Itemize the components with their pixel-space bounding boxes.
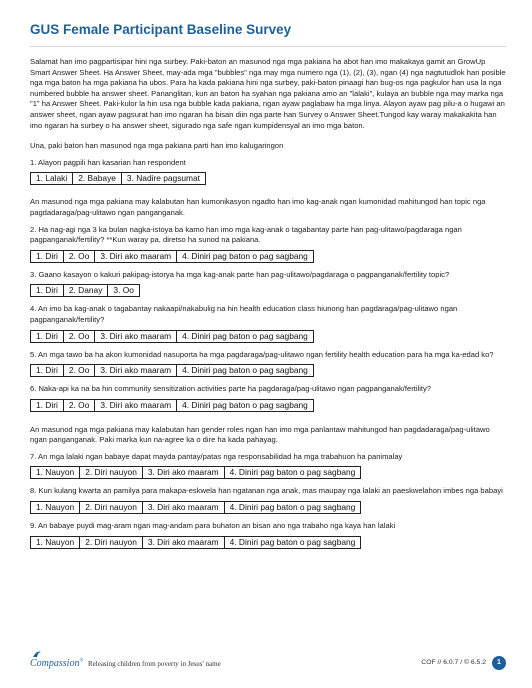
option-q3-1[interactable]: 1. Diri: [31, 285, 64, 296]
option-q9-2[interactable]: 2. Diri nauyon: [80, 537, 143, 548]
question-1-options: [30, 172, 206, 185]
section-1-heading: Una, paki baton han masunod nga mga pakiana parti han imo kalugaringon: [30, 141, 284, 151]
option-q4-1[interactable]: 1. Diri: [31, 331, 64, 342]
option-q9-4[interactable]: 4. Diniri pag baton o pag sagbang: [229, 536, 356, 547]
question-7-options: [30, 466, 361, 479]
option-q2-2[interactable]: 2. Oo: [64, 251, 95, 262]
option-q4-3[interactable]: 3. Diri ako maaram: [95, 331, 177, 342]
option-q5-4[interactable]: 4. Diniri pag baton o pag sagbang: [182, 365, 308, 376]
question-9: 9. An babaye puydi mag-aram ngan mag-andam para buhaton an bisan ano nga trabaho nga kaya han lalaki: [30, 521, 396, 531]
question-7: 7. An mga lalaki ngan babaye dapat mayda pantay/patas nga responsabilidad ha mga trabahuon ha panimalay: [30, 451, 403, 461]
option-q8-2[interactable]: 2. Diri nauyon: [80, 502, 143, 513]
title-divider: [30, 46, 506, 47]
question-5-options: [30, 364, 314, 377]
option-q6-3[interactable]: 3. Diri ako maaram: [95, 400, 177, 411]
question-9-options: [30, 536, 361, 549]
option-q3-2[interactable]: 2. Danay: [64, 285, 109, 296]
document-code: COF // 6.0.7 / © 6.5.2: [421, 659, 486, 666]
logo-text: Compassion: [30, 658, 80, 669]
option-q9-3[interactable]: 3. Diri ako maaram: [143, 537, 225, 548]
option-q8-4[interactable]: 4. Diniri pag baton o pag sagbang: [229, 502, 356, 513]
option-q1-1[interactable]: 1. Lalaki: [31, 173, 73, 184]
question-3-options: [30, 284, 140, 297]
option-q2-3[interactable]: 3. Diri ako maaram: [95, 251, 177, 262]
question-3: 3. Gaano kasayon o kakuri pakipag-istorya ha mga kag-anak parte han pag-ulitawo/pagdaraga o pagpanganak/fertility topic?: [30, 269, 450, 279]
question-6: 6. Naka-api ka na ba hin community sensitization activities parte ha pagdaraga/pag-ulitawo ngan pagpanganak/fertility?: [30, 384, 432, 394]
option-q8-3[interactable]: 3. Diri ako maaram: [143, 502, 225, 513]
question-8-options: [30, 501, 361, 514]
question-2-options: [30, 250, 314, 263]
compassion-logo-icon: [32, 650, 42, 658]
option-q4-4[interactable]: 4. Diniri pag baton o pag sagbang: [182, 330, 308, 341]
question-4-options: [30, 330, 314, 343]
option-q6-2[interactable]: 2. Oo: [64, 400, 95, 411]
option-q9-1[interactable]: 1. Nauyon: [31, 537, 80, 548]
page-number-badge: 1: [492, 656, 506, 670]
option-q6-4[interactable]: 4. Diniri pag baton o pag sagbang: [182, 399, 308, 410]
option-q4-2[interactable]: 2. Oo: [64, 331, 95, 342]
question-6-options: [30, 399, 314, 412]
question-5: 5. An mga tawo ba ha akon kumonidad nasuporta ha mga pagdaraga/pag-ulitawo ngan fertility health education para ha mga ka-edad ko?: [30, 349, 494, 359]
option-q7-3[interactable]: 3. Diri ako maaram: [143, 467, 225, 478]
question-8: 8. Kun kulang kwarta an pamilya para makapa-eskwela han ngatanan nga anak, mas maupay nga lalaki an paeskwelahon imbes nga babayi: [30, 486, 503, 496]
option-q5-1[interactable]: 1. Diri: [31, 365, 64, 376]
option-q7-2[interactable]: 2. Diri nauyon: [80, 467, 143, 478]
option-q8-1[interactable]: 1. Nauyon: [31, 502, 80, 513]
logo-registered-mark: ®: [79, 658, 84, 664]
option-q7-1[interactable]: 1. Nauyon: [31, 467, 80, 478]
section-3-heading: An masunod nga mga pakiana may kalabutan han gender roles ngan han imo mga panlantaw mahitungod han pagdadaraga/pag-ulitawo ngan panganganak. Paki marka kun na-agree ka o dire ha kada pahayag.: [30, 424, 490, 445]
option-q5-2[interactable]: 2. Oo: [64, 365, 95, 376]
intro-paragraph: Salamat han imo pagpartisipar hini nga surbey. Paki-baton an masunod nga mga pakiana ha abot han imo makakaya gamit an GrowUp Smart Answer Sheet. Ha Answer Sheet, may-ada mga "bubbles" nga may mga numero nga (1), (2), (3), ngan (4) nga nagtutudlok han posible nga mga baton ha mga pakiana ha ubos. Para ha kada pakiana hini nga surbey, paki-baton pinaagi han bug-os nga pagkulor han usa la nga numbered bubble ha answer sheet. Pananglitan, kun an baton ha syahan nga pakiana amo an "lalaki", kulaya an bubble nga may marka nga "1" ha Answer Sheet. Paki-kulor la hin usa nga bubble kada pakiana, ngan ayaw paglabaw ha mga linya. Alayon ayaw pag pilu-a o hugawi an answer sheet, ngan ayaw pagsurat han imo ngaran ha bisan diin nga parte han Survey o Answer Sheet.Tungod kay waray makakakita han imo ngaran ha surbey o ha answer sheet, sigurado nga safe ngan kumpidensyal an imo mga baton.: [30, 57, 506, 130]
page-title: GUS Female Participant Baseline Survey: [30, 22, 292, 37]
option-q5-3[interactable]: 3. Diri ako maaram: [95, 365, 177, 376]
option-q2-4[interactable]: 4. Diniri pag baton o pag sagbang: [182, 250, 308, 261]
option-q3-3[interactable]: 3. Oo: [113, 285, 134, 296]
footer-tagline: Releasing children from poverty in Jesus' name: [88, 660, 221, 668]
question-4: 4. An imo ba kag-anak o tagabantay nakaapi/nakabulig na hin health education class hiunong han pagdaraga/pag-ulitawo ngan pagpanganak/fertility?: [30, 304, 458, 324]
option-q6-1[interactable]: 1. Diri: [31, 400, 64, 411]
option-q7-4[interactable]: 4. Diniri pag baton o pag sagbang: [229, 467, 356, 478]
survey-page: [30, 22, 506, 550]
option-q1-3[interactable]: 3. Nadire pagsumat: [126, 173, 201, 184]
option-q2-1[interactable]: 1. Diri: [31, 251, 64, 262]
question-1: 1. Alayon pagpili han kasarian han respondent: [30, 157, 186, 167]
question-2: 2. Ha nag-agi nga 3 ka bulan nagka-istoya ba kamo han imo mga kag-anak o tagabantay parte han pag-ulitawo/pagdaraga ngan pagpanganak/fertility? **Kun waray pa, diretso ha sunod na pakiana.: [30, 224, 462, 245]
option-q1-2[interactable]: 2. Babaye: [73, 173, 122, 184]
section-2-heading: An masunod nga mga pakiana may kalabutan han kumonikasyon ngadto han imo kag-anak ngan kumonidad mahitungod han topic nga pagdadaraga/pag-ulitawo ngan panganganak.: [30, 197, 486, 217]
page-footer: [30, 654, 506, 680]
compassion-logo: [30, 658, 83, 669]
